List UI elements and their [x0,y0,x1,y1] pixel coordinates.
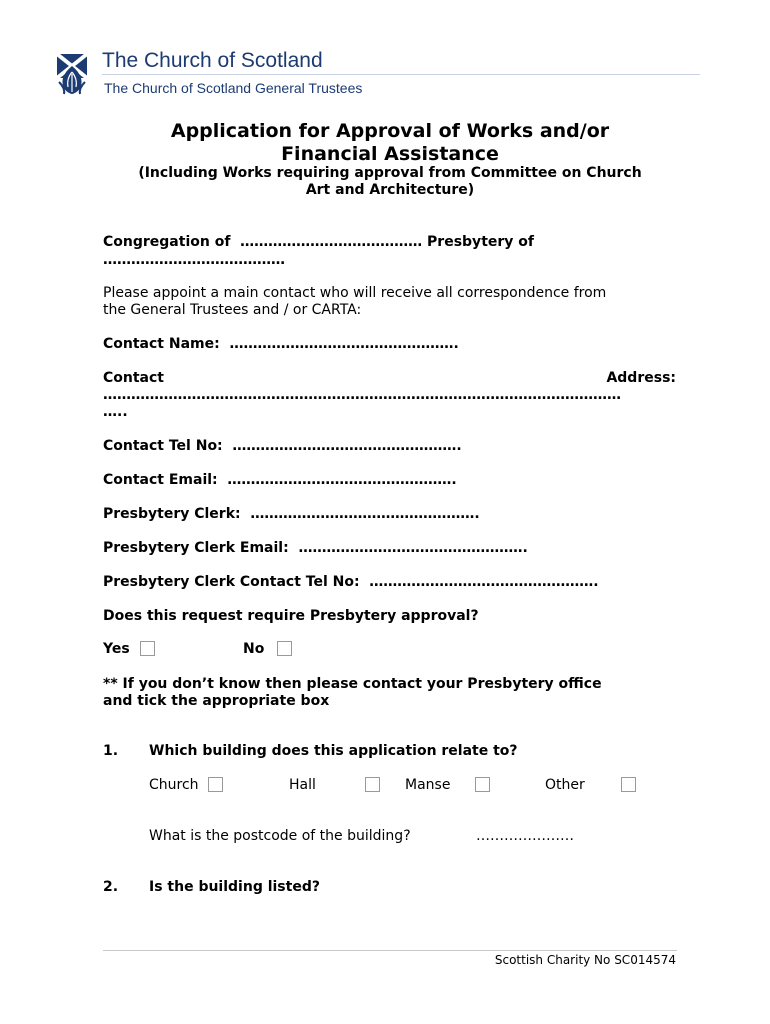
congregation-row [103,234,534,251]
clerk-email-field[interactable]: …………………………………………. [298,540,528,556]
note-line-1: ** If you don’t know then please contact your Presbytery office [103,676,602,692]
no-checkbox[interactable] [277,641,292,656]
appoint-line-1: Please appoint a main contact who will receive all correspondence from [103,285,607,301]
charity-number: Scottish Charity No SC014574 [494,953,676,967]
clerk-label: Presbytery Clerk: [103,506,241,522]
contact-address-field-end[interactable]: ….. [103,404,128,420]
org-subtitle: The Church of Scotland General Trustees [104,80,363,96]
contact-email-row [103,472,457,489]
option-church-label: Church [149,777,199,793]
option-hall-label: Hall [289,777,316,793]
congregation-label: Congregation of [103,234,231,250]
title-line-2: Financial Assistance [281,143,499,165]
no-label: No [243,641,265,657]
clerk-field[interactable]: …………………………………………. [250,506,480,522]
contact-address-label-start: Contact [103,370,164,386]
contact-name-label: Contact Name: [103,336,220,352]
yes-checkbox[interactable] [140,641,155,656]
hall-checkbox[interactable] [365,777,380,792]
congregation-field[interactable]: ………………………………… [240,234,423,250]
presbytery-note [103,676,676,710]
church-checkbox[interactable] [208,777,223,792]
q2-text: Is the building listed? [149,879,320,895]
document-subtitle [100,165,680,199]
org-name: The Church of Scotland [102,49,323,72]
contact-name-row [103,336,459,353]
appoint-line-2: the General Trustees and / or CARTA: [103,302,362,318]
contact-address-label-end: Address: [606,370,676,386]
contact-email-label: Contact Email: [103,472,218,488]
note-line-2: and tick the appropriate box [103,693,330,709]
contact-address-field[interactable]: ………………………………………………………………………………………………… [103,387,621,403]
clerk-tel-row [103,574,599,591]
appoint-paragraph [103,285,676,319]
footer-divider [103,950,677,951]
clerk-tel-field[interactable]: …………………………………………. [369,574,599,590]
contact-tel-row [103,438,462,455]
subtitle-line-2: Art and Architecture) [305,182,475,198]
option-manse-label: Manse [405,777,451,793]
presbytery-field[interactable]: ………………………………… [103,252,285,268]
contact-email-field[interactable]: …………………………………………. [227,472,457,488]
other-checkbox[interactable] [621,777,636,792]
presbytery-label: Presbytery of [427,234,534,250]
approval-question: Does this request require Presbytery approval? [103,608,479,624]
manse-checkbox[interactable] [475,777,490,792]
header-divider [102,74,700,75]
document-title [100,120,680,166]
church-logo-icon [55,52,93,96]
yes-label: Yes [103,641,130,657]
contact-tel-field[interactable]: …………………………………………. [232,438,462,454]
option-other-label: Other [545,777,585,793]
clerk-row [103,506,480,523]
postcode-field[interactable]: ………………… [476,828,574,844]
postcode-question: What is the postcode of the building? [149,828,411,844]
subtitle-line-1: (Including Works requiring approval from Committee on Church [138,165,642,181]
q2-number: 2. [103,879,119,895]
q1-text: Which building does this application relate to? [149,743,518,759]
clerk-email-label: Presbytery Clerk Email: [103,540,289,556]
title-line-1: Application for Approval of Works and/or [170,120,610,142]
contact-tel-label: Contact Tel No: [103,438,223,454]
clerk-email-row [103,540,528,557]
q1-number: 1. [103,743,119,759]
clerk-tel-label: Presbytery Clerk Contact Tel No: [103,574,360,590]
contact-name-field[interactable]: …………………………………………. [229,336,459,352]
